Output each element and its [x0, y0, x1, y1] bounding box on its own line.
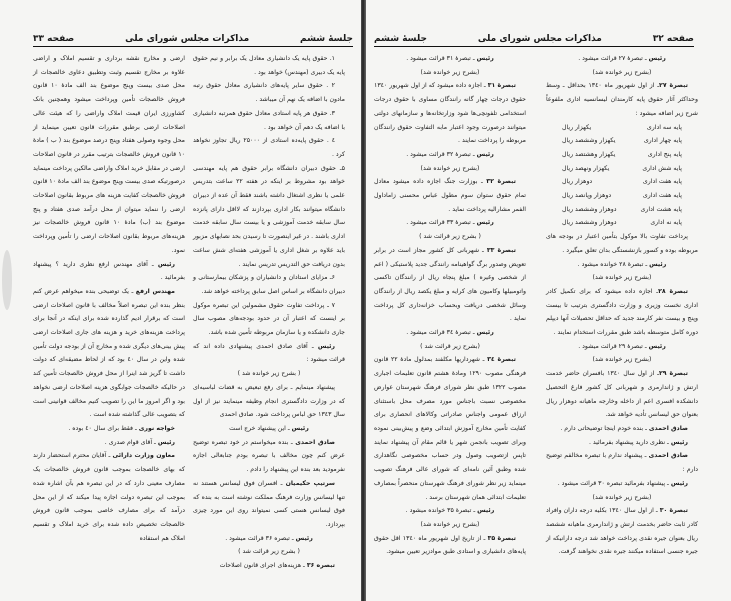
- speaker-name: رئیس: [476, 219, 494, 227]
- speech-text: ـ اجازه داده میشود که برای تکمیل کادر اداری نخست وزیری و وزارت دادگستری بترتیب تا بیست وپنج و بیست نفر کارمند جدید که حداقل تحصیلات آنها دیپلم دوره کامل متوسطه باشد طبق مقررات استخدام نمایند .: [546, 287, 698, 337]
- speech-text: ـ تبصرهٔ ۳۵ خوانده میشود .: [405, 507, 478, 515]
- text-paragraph: ( بشرح زیر قرائت شد ): [238, 548, 300, 556]
- left-page-right-column: [193, 52, 345, 573]
- speaker-name: تبصرهٔ ۳۲: [486, 178, 517, 186]
- publication-title: مذاکرات مجلس شورای ملی: [477, 34, 602, 44]
- text-paragraph: ۳. حقوق هر پایه استادی معادل حقوق همرتبه دانشیاری با اضافه یک دهم آن خواهد بود .: [193, 109, 345, 131]
- speech-text: ـ از اول سال ۱۳٤۰ بکلیه درجه داران وافراد کادر ثابت حاضر بخدمت ارتش و ژاندارمری ماهیانه ششصد ریال بعنوان جیره نقدی پرداخت خواهد شد درجه دارانیکه از جیره جنسی استفاده میکنند جیره نقدی نخواهند گرفت.: [546, 507, 698, 556]
- speaker-name: تبصره ۳۶: [306, 562, 335, 570]
- right-page: [366, 0, 731, 601]
- text-paragraph: ۱. حقوق پایه یک دانشیاری معادل یک برابر و نیم حقوق پایه یک دبیری (مهندس) خواهد بود .: [193, 55, 345, 76]
- speaker-name: رئیس: [648, 342, 666, 350]
- pay-amount: یکهزار ونهصد ریال: [562, 164, 610, 172]
- speech-paragraph: [374, 216, 526, 230]
- text-paragraph: پیشنهاد مینمایم ـ برای رفع تبعیض به قضات لباسیه‌ای که در وزارت دادگستری انجام وظیفه مینمایند نیز از اول سال ۱۳٤۳ حق لباس پرداخت شود. صادق احمدی: [193, 383, 345, 419]
- pay-grade: پایه نه اداری: [650, 219, 682, 227]
- text-paragraph: (بشرح زیر خوانده شد): [592, 493, 652, 501]
- speech-paragraph: [546, 436, 698, 450]
- speech-text: ـ افسران فوق لیسانس هستند نه تنها لیسانس وزارت فرهنگ مملکت نوشته است به بنده که فوق لیسانس هستی کسی نمیتواند روی این مورد چیزی بپردازد.: [193, 479, 345, 528]
- speech-paragraph: [374, 244, 526, 326]
- left-page-left-column: [33, 52, 185, 545]
- text-paragraph: (بشرح زیر خوانده شد): [592, 68, 652, 76]
- speech-paragraph: [546, 449, 698, 476]
- pay-grade: پایه هشت اداری: [640, 205, 682, 213]
- pay-amount: یکهزار ریال: [562, 123, 592, 131]
- pay-scale-row: [546, 203, 698, 217]
- text-paragraph: ( بشرح زیر قرائت شد ): [419, 233, 481, 241]
- speech-text: ـ یک توضیحی بنده میخواهم عرض کنم بنظر بنده این تبصره اصلاً مخالف با قانون اصلاحات ارضی است که برقرار ادیم گذارده شده برای اینکه در آنجا برای پرداخت هزینه‌های خرید و هزینه های جاری اصلاحات ارضی پیش بینی‌های دیگری شده و مخارج آن از بودجه دولت تأمین شده واین در سال ٤٠ بود که از لحاظ مضیقه‌ای که دولت داشت تا گریز شد اینرا از محل فروش خالصجات تأمین کند در حالیکه خالصجات جوابگوی هزینه اصلاحات ارضی نخواهد بود و اگر امروز ما این را تصویب کنیم مخالف قوانینی است که بتصویب عالی گذاشته شده است .: [33, 287, 185, 419]
- speech-paragraph: [546, 422, 698, 436]
- speech-text: ـ بنده خودم اینجا توضیحاتی دارم .: [560, 424, 649, 432]
- right-page-right-column: [546, 52, 698, 559]
- speaker-name: رئیس: [476, 329, 494, 337]
- speech-text: ـ آقای مهندس ارفع نظری دارید ؟ پیشنهاد بفرمائید .: [33, 260, 185, 282]
- pay-scale-row: [546, 148, 698, 162]
- speech-text: ـ تبصرهٔ ۲۹ قرائت میشود .: [578, 342, 649, 350]
- pay-amount: یکهزار وششصد ریال: [562, 137, 616, 145]
- text-paragraph: ۶ـ مزایای استادان و دانشیاران و پزشکان بیمارستانی و دبیران دانشگاه بر اساس اصل سابق پرداخته خواهد شد.: [193, 274, 345, 295]
- speech-text: ـ شهرداریها مکلفند بمدلول مادهٔ ۲۲ قانون فرهنگی مصوب ۱۲۹۰ ومادهٔ هشتم قانون تعلیمات اجباری مصوب ۱۳۲۲ طبق نظر شورای فرهنگ شهرستان عوارض مخصوصی نسبت باجناس مورد مصرف محل باستثنای ارزاق عمومی واجناس صادراتی وکالاهای انحصاری برای کفایت تأمین مخارج آموزش ابتدائی وضع و پیش‌بینی نموده وبرای تصویب بانجمن شهر یا قائم مقام آن پیشنهاد نمایند تاپس ازتصویب وصول ودر حساب مخصوصی نگاهداری شده وطبق آئین نامه‌ای که شورای عالی فرهنگ تصویب مینماید زیر نظر شورای فرهنگ شهرستان منحصراً بمصارف تعلیمات ابتدائی همان شهرستان برسد .: [374, 356, 526, 501]
- speech-paragraph: [374, 79, 526, 148]
- text-paragraph: (بشرح زیر خوانده شد): [592, 274, 652, 282]
- pay-scale-row: [546, 189, 698, 203]
- speech-text: ـ پیشنهاد بفرمائید تبصره ۳۰ قرائت میشود .: [557, 479, 671, 487]
- pay-amount: دوهزار وششصد ریال: [562, 205, 617, 213]
- page-number: صفحه ۳۳: [33, 34, 75, 44]
- speaker-name: تبصرهٔ ۳۵: [487, 534, 517, 542]
- pay-grade: پایه پنج اداری: [647, 150, 682, 158]
- speech-paragraph: [193, 477, 345, 532]
- speech-paragraph: [374, 326, 526, 340]
- pay-grade: پایه سه اداری: [646, 123, 682, 131]
- speech-paragraph: [193, 436, 345, 477]
- speech-paragraph: [546, 285, 698, 340]
- right-page-header: [374, 30, 694, 47]
- pay-scale-row: [546, 175, 698, 189]
- session-label: جلسهٔ ششم: [300, 34, 353, 44]
- speech-text: ـ از اول سال ۱۳٤۰ بافسران حاضر خدمت ارتش و ژاندارمری و شهربانی کل کشور فارغ التحصیل دانشکده افسری اعم از داخله وخارجه ماهیانه دوهزار ریال بعنوان حق لیسانس تأدیه خواهد شد.: [546, 370, 698, 419]
- text-paragraph: (بشرح زیر خوانده شد): [420, 68, 480, 76]
- speech-paragraph: [546, 477, 698, 491]
- speech-paragraph: [546, 258, 698, 272]
- speech-paragraph: [193, 422, 345, 436]
- text-paragraph: ۵ـ حقوق دبیران دانشگاه برابر حقوق هم پایه مهندسی خواهد بود مشروط بر اینکه در هفته ۲۲ ساعت بتدریس علمی یا نظری اشتغال داشته باشند فقط آن عده از دبیران دانشگاه میتوانند بکار اداری بپردازند که لااقل دارای پانزده سال سابقه خدمت آموزشی و یا بیست سال سابقه خدمت اداری باشند . در غیر اینصورت تا رسیدن بحد نصابهای مزبور باید علاوه بر شغل اداری یا آموزشی هفته‌ای شش ساعت بدون دریافت حق التدریس تدریس نمایند .: [193, 164, 345, 268]
- speaker-name: تبصرهٔ ۳۳: [486, 246, 516, 254]
- speech-text: ـ آقای قوام صدری .: [104, 438, 158, 446]
- speech-text: ـ تبصرهٔ ۳۲ قرائت میشود .: [406, 150, 477, 158]
- pay-amount: یکهزار وهشتصد ریال: [562, 150, 616, 158]
- text-paragraph: ارضی و مخارج نقشه برداری و تقسیم املاک و اراضی علاوه بر مخارج تقسیم وثبت وتطبیق دعاوی خالصجات از محل صدی بیست وپنج موضوع بند الف مادهٔ ۱۰ قانون فروش خالصجات تأمین وپرداخت میشود وهمچنین بانک کشاورزی ایران قیمت املاک واراضی را که هیئت عالی اصلاحات ارضی برطبق مقررات قانون تعیین مینماید از محل وجوه وصولی هفتاد وپنج درصد موضوع بند ( ب ) مادهٔ ۱۰ قانون فروش خالصجات بترتیب مقرر در قانون اصلاحات ارضی در مقابل خرید املاک واراضی مالکین پرداخت مینماید درصورتیکه صدی بیست وپنج موضوع بند الف مادهٔ ۱۰ قانون فروش خالصجات کفایت هزینه های مربوط بقانون اصلاحات ارضی را ننماید میتوان از محل درآمد صدی هفتاد و پنج موضوع بند (ب) مادهٔ ۱۰ قانون فروش خالصجات نیز هزینه‌های مربوط بقانون اصلاحات ارضی را تأمین وپرداخت نمود.: [33, 55, 185, 254]
- speech-paragraph: [546, 504, 698, 559]
- speaker-name: صادق احمدی: [648, 452, 688, 460]
- speech-text: ـ تبصرهٔ ۳۳ قرائت میشود .: [406, 219, 477, 227]
- speech-paragraph: [193, 559, 345, 573]
- speaker-name: رئیس: [670, 479, 688, 487]
- speech-text: ـ تبصره ۳۶ قرائت میشود .: [225, 534, 296, 542]
- left-page: [0, 0, 362, 601]
- speech-text: ـ آقای صادق احمدی پیشنهادی داده اند که قرائت میشود :: [193, 342, 345, 364]
- speech-text: ـ آقایان محترم استحضار دارند که بهای خالصجات بموجب قانون فروش خالصجات یک مصارف معینی دارد که در این تبصره هم بآن اشاره شده بموجب این تبصره دولت اجازه پیدا میکند که از این محل درآمد که برای مصارف خاصی بموجب قانون فروش خالصجات تخصیص داده شده برای خرید املاک و تقسیم املاک هم استفاده: [33, 452, 185, 542]
- speaker-name: رئیس: [157, 260, 175, 268]
- speaker-name: معاون وزارت دارائی: [112, 452, 175, 460]
- speech-paragraph: [374, 353, 526, 504]
- text-paragraph: ۷ ـ پرداخت تفاوت حقوق مشمولین این تبصره موکول بر اینست که اعتبار آن در حدود بودجه‌های مصوب سال جاری دانشکده و یا سازمان مربوطه تأمین شده باشد.: [193, 301, 345, 337]
- pay-scale-row: [546, 121, 698, 135]
- speaker-name: رئیس: [477, 507, 495, 515]
- session-label: جلسهٔ ششم: [374, 34, 427, 44]
- pay-scale-row: [546, 162, 698, 176]
- speech-text: ـ اجازه داده میشود که از اول شهریور ۱۳٤۰ حقوق درجات چهار گانه رانندگان مساوی با حقوق درجات استخدامی تلفونچی‌ها شود وزارتخانه‌ها و سازمانهای دولتی میتوانند درصورت وجود اعتبار مابه التفاوت حقوق رانندگان مربوطه را پرداخت نمایند .: [374, 82, 526, 145]
- speech-paragraph: [374, 52, 526, 66]
- speaker-name: تبصرهٔ ۳۰: [659, 507, 688, 515]
- pay-scale-row: [546, 134, 698, 148]
- pay-scale-table: [546, 121, 698, 231]
- speech-paragraph: [546, 52, 698, 66]
- speech-text: ـ بنده میخواستم در خود تبصره توضیح عرض کنم چون مخالف با تبصره بودم جنابعالی اجازه نفرمودید بعد بنده این پیشنهاد را دادم .: [193, 438, 345, 474]
- speech-text: ـ تبصرهٔ ۳۱ قرائت میشود .: [406, 55, 477, 62]
- speech-paragraph: [546, 79, 698, 120]
- speaker-name: سرتیپ حکیمیان: [285, 479, 336, 487]
- speaker-name: صادق احمدی: [295, 438, 335, 446]
- speaker-name: خواجه نوری: [138, 424, 175, 432]
- speech-paragraph: [193, 532, 345, 546]
- speech-text: ـ تبصرهٔ ۲۸ خوانده میشود .: [577, 260, 650, 268]
- speaker-name: تبصرهٔ ۲۸: [658, 287, 688, 295]
- speaker-name: رئیس: [157, 438, 175, 446]
- right-page-left-column: [374, 52, 526, 559]
- text-paragraph: ٤ . حقوق پایه‌ده استادی از ۲۵۰۰۰ ریال تجاوز نخواهد کرد .: [193, 137, 345, 158]
- speaker-name: صادق احمدی: [648, 424, 688, 432]
- text-paragraph: (بشرح زیر خوانده شد): [592, 356, 652, 364]
- speech-text: ـ پیشنهاد ندارم با تبصره مخالفم توضیح دارم :: [546, 452, 698, 474]
- speech-paragraph: [374, 532, 526, 559]
- speaker-name: رئیس: [295, 534, 313, 542]
- text-paragraph: پرداخت تفاوت بالا موکول بتأمین اعتبار در بودجه های مربوطه بوده و کسور بازنشستگی بدان تعلق میگیرد .: [546, 233, 698, 254]
- pay-grade: پایه هفت اداری: [642, 178, 682, 186]
- speech-paragraph: [374, 504, 526, 518]
- speaker-name: رئیس: [670, 438, 688, 446]
- speech-paragraph: [33, 285, 185, 422]
- text-paragraph: ( بشرح زیر خوانده شد ): [237, 370, 301, 378]
- speech-text: ـ نظری دارید پیشنهاد بفرمائید .: [588, 438, 671, 446]
- text-paragraph: (بشرح زیر قرائت شد ): [420, 342, 480, 350]
- speech-paragraph: [374, 148, 526, 162]
- text-paragraph: (بشرح زیر خوانده شد): [420, 164, 480, 172]
- pay-amount: دوهزار ریال: [562, 178, 593, 186]
- speech-paragraph: [33, 436, 185, 450]
- text-paragraph: ۲ . حقوق سایر پایه‌های دانشیاری معادل حقوق رتبه مادون با اضافه یک نهم آن میباشد .: [193, 82, 345, 104]
- speaker-name: رئیس: [476, 55, 494, 62]
- speech-text: ـ شهربانی کل کشور مجاز است در برابر تعویض وصدور برگ گواهینامه رانندگی جدید پلاستیکی ( اعم از شخصی وغیره ) مبلغ پنجاه ریال از رانندگان تاکسی واتومبیلها وکامیون های کرایه و مبلغ یکصد ریال از رانندگان وسائل شخصی دریافت وبحساب خزانه‌داری کل پرداخت نماید .: [374, 246, 526, 323]
- pay-amount: دوهزار وپانصد ریال: [562, 192, 612, 200]
- pay-scale-row: [546, 216, 698, 230]
- speech-text: ـ این پیشنهاد خرج است: [229, 424, 292, 432]
- speech-paragraph: [33, 258, 185, 285]
- speaker-name: تبصرهٔ ۲۹: [658, 370, 688, 378]
- text-paragraph: (بشرح زیر خوانده شد): [420, 520, 480, 528]
- speech-paragraph: [546, 367, 698, 422]
- pay-amount: دوهزار وششصد ریال: [562, 219, 617, 227]
- speaker-name: رئیس: [291, 424, 309, 432]
- speech-text: ـ از اول شهریور ماه ۱۳٤۰ بحداقل ـ وسط وحداکثر آثار حقوق پایه کارمندان لیسانسیه اداری ملفوعاً شرح زیر اضافه میشود :: [546, 82, 698, 117]
- left-page-header: [33, 30, 353, 47]
- speech-paragraph: [374, 175, 526, 216]
- scan-smudge: [2, 250, 12, 310]
- speech-paragraph: [33, 422, 185, 436]
- speech-text: ـ بوزارت جنگ اجازه داده میشود معادل تمام حقوق ستوان سوم مطول عباس محسنی زاماداول الفمر مشارالیه پرداخت نماید .: [374, 178, 526, 213]
- speaker-name: مهندس ارفع: [135, 287, 175, 295]
- speaker-name: تبصرهٔ ۳۱: [487, 82, 517, 90]
- pay-grade: پایه شش اداری: [642, 164, 682, 172]
- speaker-name: رئیس: [317, 342, 335, 350]
- publication-title: مذاکرات مجلس شورای ملی: [125, 34, 250, 44]
- speaker-name: رئیس: [649, 260, 667, 268]
- speech-text: ـ تبصرهٔ ۳٤ قرائت میشود .: [406, 329, 477, 337]
- speaker-name: رئیس: [476, 150, 494, 158]
- speech-paragraph: [193, 340, 345, 367]
- pay-grade: پایه هفت اداری: [642, 192, 682, 200]
- speech-paragraph: [33, 449, 185, 545]
- speaker-name: تبصرهٔ ۳٤: [487, 356, 516, 364]
- speaker-name: رئیس: [648, 55, 666, 62]
- page-number: صفحه ۳۲: [652, 34, 694, 44]
- speech-text: ـ از تاریخ اول شهریور ماه ۱۳٤۰ اقل حقوق پایه‌های دانشیاری و استادی طبق موادزیر تعیین میشود.: [374, 534, 526, 556]
- speech-paragraph: [546, 340, 698, 354]
- speech-text: ـ تبصرهٔ ۲۷ قرائت میشود .: [578, 55, 649, 62]
- speech-text: ـ هزینه‌های اجرای قانون اصلاحات: [219, 562, 307, 570]
- speaker-name: تبصرهٔ ۲۷: [659, 82, 688, 90]
- speech-text: ـ فقط برای سال ٤٠ بوده .: [68, 424, 139, 432]
- pay-grade: پایه چهار اداری: [643, 137, 682, 145]
